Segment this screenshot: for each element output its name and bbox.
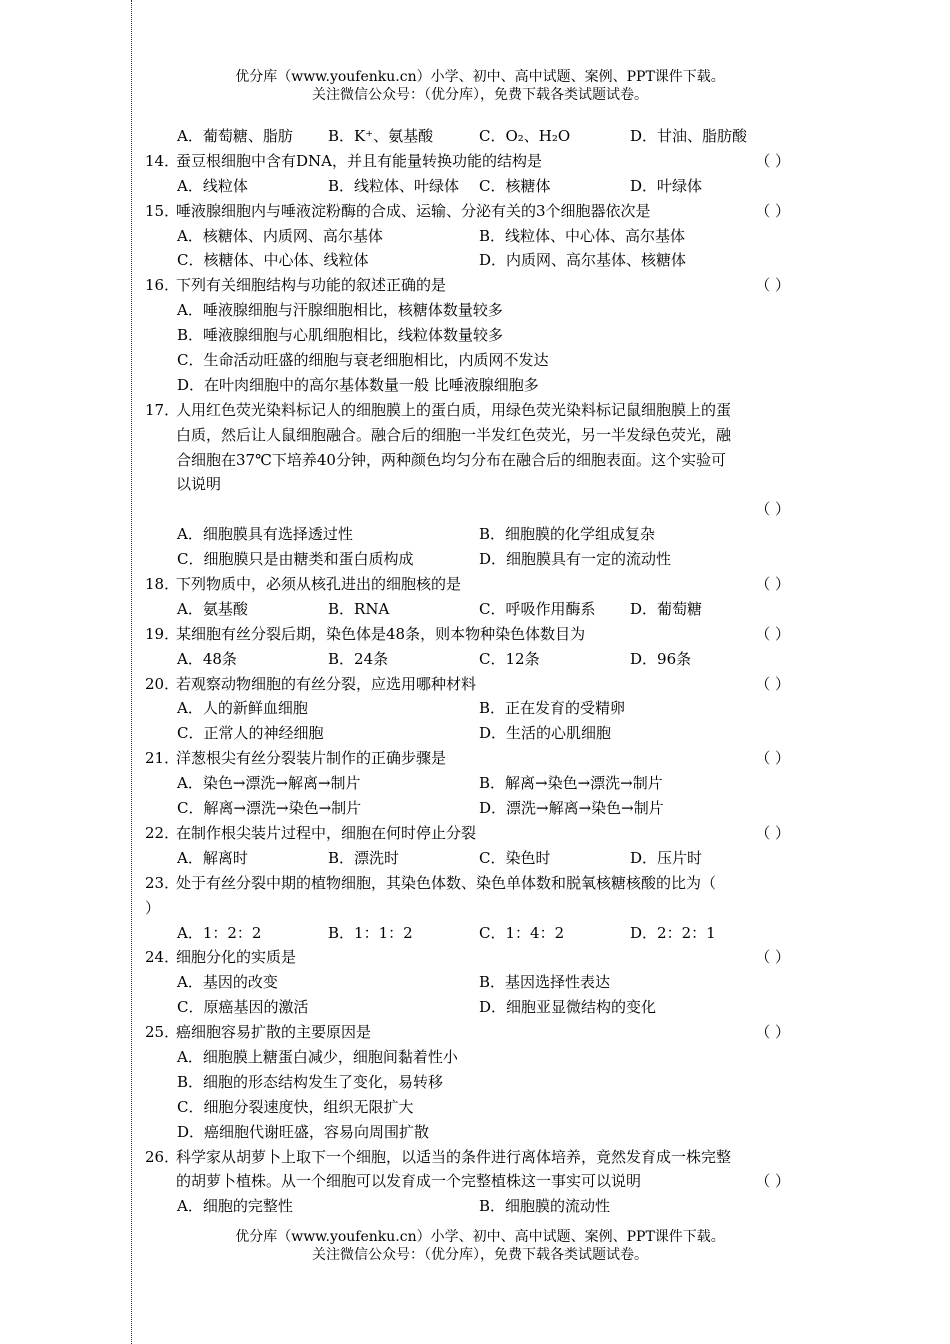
- q15-text: 唾液腺细胞内与唾液淀粉酶的合成、运输、分泌有关的3个细胞器依次是: [176, 201, 651, 220]
- q17-stem-line-1: [145, 398, 810, 423]
- q25-option-b: B．细胞的形态结构发生了变化，易转移: [177, 1072, 444, 1091]
- q21-options-row-1: [145, 771, 810, 796]
- page-header: [150, 68, 810, 104]
- q19-option-d: D．96条: [630, 649, 692, 668]
- q24-option-d: D．细胞亚显微结构的变化: [479, 998, 657, 1017]
- q22-options: [145, 846, 810, 871]
- q25-answer-blank: （ ）: [755, 1023, 790, 1042]
- q18-option-d: D．葡萄糖: [630, 599, 703, 618]
- q21-options-row-2: [145, 796, 810, 821]
- q26-stem-line-2: [145, 1169, 810, 1194]
- footer-line-1: 优分库（www.youfenku.cn）小学、初中、高中试题、案例、PPT课件下载。: [235, 1229, 725, 1245]
- q14-option-a: A．线粒体: [177, 176, 248, 195]
- q20-text: 若观察动物细胞的有丝分裂，应选用哪种材料: [176, 674, 477, 693]
- header-line-1: 优分库（www.youfenku.cn）小学、初中、高中试题、案例、PPT课件下载。: [235, 69, 725, 85]
- q22-option-a: A．解离时: [177, 848, 248, 867]
- q20-answer-blank: （ ）: [755, 674, 790, 693]
- q24-options-row-2: [145, 995, 810, 1020]
- q18-option-b: B．RNA: [328, 599, 390, 618]
- q15-option-b: B．线粒体、中心体、高尔基体: [479, 226, 686, 245]
- q19-options: [145, 647, 810, 672]
- q15-options-row-2: [145, 248, 810, 273]
- q20-option-c: C．正常人的神经细胞: [177, 724, 324, 743]
- q21-option-a: A．染色→漂洗→解离→制片: [177, 774, 361, 793]
- q17-option-a: A．细胞膜具有选择透过性: [177, 525, 353, 544]
- q23-option-c: C．1：4：2: [479, 923, 565, 942]
- q13-option-d: D．甘油、脂肪酸: [630, 127, 748, 145]
- q21-option-d: D．漂洗→解离→染色→制片: [479, 799, 664, 818]
- q19-stem: [145, 622, 810, 647]
- q18-number: 18．: [145, 575, 180, 594]
- q16-option-a: A．唾液腺细胞与汗腺细胞相比，核糖体数量较多: [177, 301, 503, 320]
- q22-option-d: D．压片时: [630, 848, 703, 867]
- q24-options-row-1: [145, 970, 810, 995]
- q15-option-d: D．内质网、高尔基体、核糖体: [479, 251, 687, 270]
- q17-stem-line-3: 合细胞在37℃下培养40分钟，两种颜色均匀分布在融合后的细胞表面。这个实验可: [176, 450, 726, 469]
- q26-option-b: B．细胞膜的流动性: [479, 1197, 611, 1216]
- q21-number: 21．: [145, 749, 180, 768]
- q15-option-c: C．核糖体、中心体、线粒体: [177, 251, 369, 270]
- q21-text: 洋葱根尖有丝分裂装片制作的正确步骤是: [176, 749, 447, 768]
- q21-answer-blank: （ ）: [755, 749, 790, 768]
- q25-text: 癌细胞容易扩散的主要原因是: [176, 1023, 372, 1042]
- q25-option-d: D．癌细胞代谢旺盛，容易向周围扩散: [177, 1122, 430, 1141]
- q15-option-a: A．核糖体、内质网、高尔基体: [177, 226, 383, 245]
- q15-number: 15．: [145, 201, 180, 220]
- q26-options-row-1: [145, 1194, 810, 1219]
- q14-answer-blank: （ ）: [755, 151, 790, 170]
- q15-options-row-1: [145, 224, 810, 249]
- q26-answer-blank: （ ）: [755, 1172, 790, 1191]
- q20-option-d: D．生活的心肌细胞: [479, 724, 612, 743]
- q19-option-c: C．12条: [479, 649, 540, 668]
- q23-stem: [145, 871, 810, 896]
- q14-option-b: B．线粒体、叶绿体: [328, 176, 460, 195]
- q26-text-1: 科学家从胡萝卜上取下一个细胞，以适当的条件进行离体培养，竟然发育成一株完整: [176, 1147, 732, 1166]
- q13-option-c: C．O₂、H₂O: [479, 127, 571, 145]
- q14-options: [145, 174, 810, 199]
- q22-number: 22．: [145, 823, 180, 842]
- q19-text: 某细胞有丝分裂后期，染色体是48条，则本物种染色体数目为: [176, 624, 586, 643]
- q13-options: [145, 124, 810, 149]
- q23-text: 处于有丝分裂中期的植物细胞，其染色体数、染色单体数和脱氧核糖核酸的比为（: [176, 873, 717, 892]
- q22-text: 在制作根尖装片过程中，细胞在何时停止分裂: [176, 823, 477, 842]
- q16-text: 下列有关细胞结构与功能的叙述正确的是: [176, 276, 447, 295]
- q15-answer-blank: （ ）: [755, 201, 790, 220]
- q24-option-b: B．基因选择性表达: [479, 973, 611, 992]
- q25-number: 25．: [145, 1023, 180, 1042]
- footer-line-2: 关注微信公众号：（优分库），免费下载各类试题试卷。: [312, 1247, 648, 1263]
- q17-stem-line-2: 白质，然后让人鼠细胞融合。融合后的细胞一半发红色荧光，另一半发绿色荧光，融: [176, 425, 732, 444]
- q14-stem: [145, 149, 810, 174]
- q16-option-c: C．生命活动旺盛的细胞与衰老细胞相比，内质网不发达: [177, 351, 549, 370]
- q24-option-a: A．基因的改变: [177, 973, 278, 992]
- q23-stem-cont: ）: [145, 898, 161, 917]
- q20-stem: [145, 672, 810, 697]
- q16-option-d: D．在叶肉细胞中的高尔基体数量一般 比唾液腺细胞多: [177, 375, 539, 394]
- q15-stem: [145, 199, 810, 224]
- q17-options-row-2: [145, 547, 810, 572]
- q17-number: 17．: [145, 400, 180, 419]
- q23-number: 23．: [145, 873, 180, 892]
- q16-number: 16．: [145, 276, 180, 295]
- q17-paren-line: [145, 497, 810, 522]
- q21-option-c: C．解离→漂洗→染色→制片: [177, 799, 362, 818]
- q19-option-a: A．48条: [177, 649, 237, 668]
- q21-stem: [145, 746, 810, 771]
- q23-options: [145, 921, 810, 946]
- q16-stem: [145, 273, 810, 298]
- q19-option-b: B．24条: [328, 649, 389, 668]
- q22-answer-blank: （ ）: [755, 823, 790, 842]
- q20-number: 20．: [145, 674, 180, 693]
- q14-option-d: D．叶绿体: [630, 176, 703, 195]
- q26-number: 26．: [145, 1147, 180, 1166]
- q18-options: [145, 597, 810, 622]
- q14-number: 14．: [145, 151, 180, 170]
- q20-option-a: A．人的新鲜血细胞: [177, 699, 308, 718]
- q25-option-a: A．细胞膜上糖蛋白减少，细胞间黏着性小: [177, 1047, 458, 1066]
- q26-stem-line-1: [145, 1145, 810, 1170]
- q25-stem: [145, 1020, 810, 1045]
- q24-answer-blank: （ ）: [755, 948, 790, 967]
- q17-option-b: B．细胞膜的化学组成复杂: [479, 525, 656, 544]
- q18-stem: [145, 572, 810, 597]
- q22-option-c: C．染色时: [479, 848, 551, 867]
- q17-option-c: C．细胞膜只是由糖类和蛋白质构成: [177, 550, 414, 569]
- q22-stem: [145, 821, 810, 846]
- q19-number: 19．: [145, 624, 180, 643]
- q14-option-c: C．核糖体: [479, 176, 551, 195]
- q13-option-b: B．K⁺、氨基酸: [328, 127, 434, 145]
- q17-answer-blank: （ ）: [755, 500, 790, 519]
- q22-option-b: B．漂洗时: [328, 848, 400, 867]
- q20-options-row-1: [145, 696, 810, 721]
- q23-option-a: A．1：2：2: [177, 923, 262, 942]
- q17-text-1: 人用红色荧光染料标记人的细胞膜上的蛋白质，用绿色荧光染料标记鼠细胞膜上的蛋: [176, 400, 732, 419]
- q17-options-row-1: [145, 522, 810, 547]
- q16-option-b: B．唾液腺细胞与心肌细胞相比，线粒体数量较多: [177, 326, 504, 345]
- q13-option-a: A．葡萄糖、脂肪: [177, 127, 293, 145]
- header-line-2: 关注微信公众号：（优分库），免费下载各类试题试卷。: [312, 87, 648, 103]
- q24-number: 24．: [145, 948, 180, 967]
- q24-stem: [145, 945, 810, 970]
- q18-answer-blank: （ ）: [755, 575, 790, 594]
- q21-option-b: B．解离→染色→漂洗→制片: [479, 774, 663, 793]
- q14-text: 蚕豆根细胞中含有DNA，并且有能量转换功能的结构是: [176, 151, 542, 170]
- q18-option-c: C．呼吸作用酶系: [479, 599, 596, 618]
- q18-option-a: A．氨基酸: [177, 599, 248, 618]
- q23-option-d: D．2：2：1: [630, 923, 716, 942]
- q19-answer-blank: （ ）: [755, 624, 790, 643]
- q25-option-c: C．细胞分裂速度快，组织无限扩大: [177, 1097, 414, 1116]
- q17-stem-line-4: 以说明: [176, 475, 222, 494]
- q24-text: 细胞分化的实质是: [176, 948, 297, 967]
- margin-dotted-line: [131, 0, 132, 1344]
- page-footer: [150, 1228, 810, 1264]
- q16-answer-blank: （ ）: [755, 276, 790, 295]
- q17-option-d: D．细胞膜具有一定的流动性: [479, 550, 672, 569]
- q24-option-c: C．原癌基因的激活: [177, 998, 309, 1017]
- q20-options-row-2: [145, 721, 810, 746]
- q26-option-a: A．细胞的完整性: [177, 1197, 293, 1216]
- q26-text-2: 的胡萝卜植株。从一个细胞可以发育成一个完整植株这一事实可以说明: [176, 1172, 642, 1191]
- q23-option-b: B．1：1：2: [328, 923, 413, 942]
- question-list: [145, 124, 810, 1219]
- q18-text: 下列物质中，必须从核孔进出的细胞核的是: [176, 575, 462, 594]
- q20-option-b: B．正在发育的受精卵: [479, 699, 626, 718]
